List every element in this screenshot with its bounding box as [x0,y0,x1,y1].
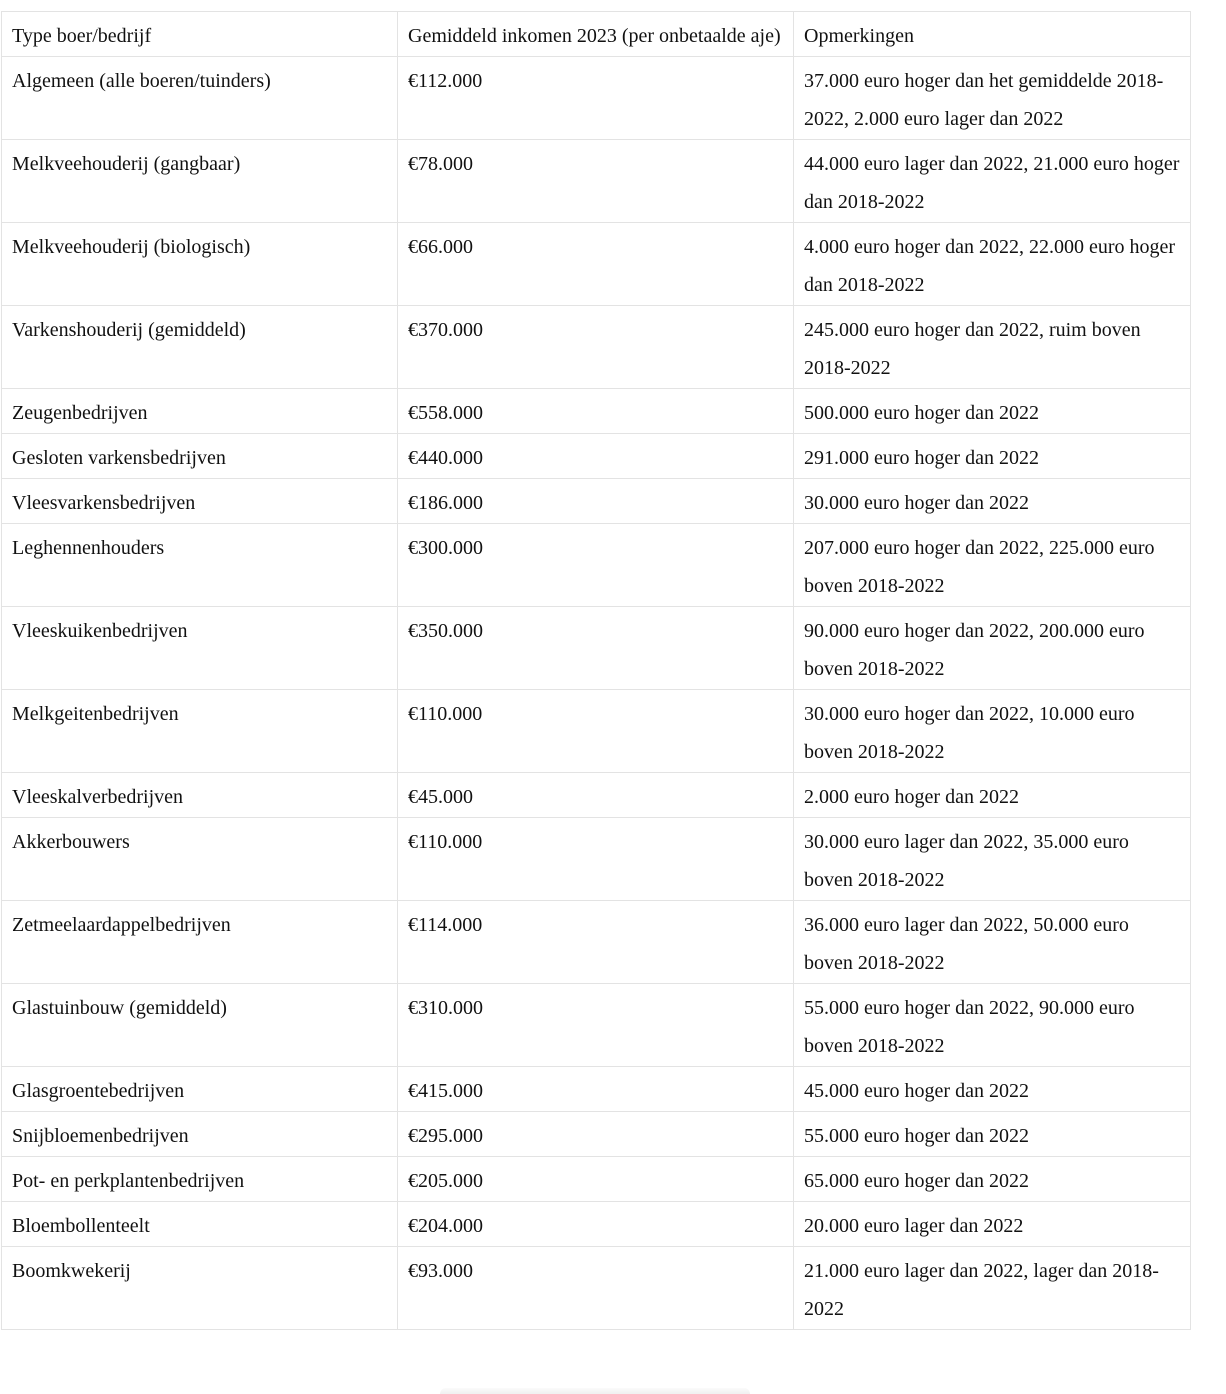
cell-income: €45.000 [398,773,794,818]
cell-remarks: 291.000 euro hoger dan 2022 [794,434,1191,479]
cell-income: €93.000 [398,1247,794,1330]
table-row [2,984,1191,1067]
cell-type: Pot- en perkplantenbedrijven [2,1157,398,1202]
bottom-edge-shadow [440,1388,750,1394]
cell-income: €112.000 [398,57,794,140]
table-row [2,1112,1191,1157]
cell-type: Melkveehouderij (gangbaar) [2,140,398,223]
cell-type: Glastuinbouw (gemiddeld) [2,984,398,1067]
cell-type: Zeugenbedrijven [2,389,398,434]
table-row [2,434,1191,479]
table-row [2,140,1191,223]
cell-remarks: 55.000 euro hoger dan 2022, 90.000 euro boven 2018-2022 [794,984,1191,1067]
cell-income: €110.000 [398,690,794,773]
cell-remarks: 44.000 euro lager dan 2022, 21.000 euro hoger dan 2018-2022 [794,140,1191,223]
cell-remarks: 2.000 euro hoger dan 2022 [794,773,1191,818]
cell-type: Zetmeelaardappelbedrijven [2,901,398,984]
cell-type: Melkveehouderij (biologisch) [2,223,398,306]
header-remarks: Opmerkingen [794,12,1191,57]
cell-type: Melkgeitenbedrijven [2,690,398,773]
table-row [2,690,1191,773]
cell-remarks: 21.000 euro lager dan 2022, lager dan 2018-2022 [794,1247,1191,1330]
cell-remarks: 500.000 euro hoger dan 2022 [794,389,1191,434]
table-row [2,306,1191,389]
table-row [2,773,1191,818]
income-table-body [2,12,1191,1330]
cell-income: €295.000 [398,1112,794,1157]
cell-remarks: 4.000 euro hoger dan 2022, 22.000 euro hoger dan 2018-2022 [794,223,1191,306]
cell-remarks: 90.000 euro hoger dan 2022, 200.000 euro boven 2018-2022 [794,607,1191,690]
table-row [2,479,1191,524]
cell-type: Algemeen (alle boeren/tuinders) [2,57,398,140]
cell-remarks: 30.000 euro hoger dan 2022 [794,479,1191,524]
cell-type: Boomkwekerij [2,1247,398,1330]
table-row [2,389,1191,434]
cell-remarks: 55.000 euro hoger dan 2022 [794,1112,1191,1157]
cell-remarks: 30.000 euro lager dan 2022, 35.000 euro boven 2018-2022 [794,818,1191,901]
cell-remarks: 65.000 euro hoger dan 2022 [794,1157,1191,1202]
cell-income: €110.000 [398,818,794,901]
cell-income: €78.000 [398,140,794,223]
header-type: Type boer/bedrijf [2,12,398,57]
table-row [2,57,1191,140]
cell-type: Varkenshouderij (gemiddeld) [2,306,398,389]
cell-income: €186.000 [398,479,794,524]
table-row [2,1067,1191,1112]
cell-income: €300.000 [398,524,794,607]
table-row [2,223,1191,306]
cell-income: €415.000 [398,1067,794,1112]
cell-type: Vleeskalverbedrijven [2,773,398,818]
header-income: Gemiddeld inkomen 2023 (per onbetaalde aje) [398,12,794,57]
cell-income: €66.000 [398,223,794,306]
cell-income: €310.000 [398,984,794,1067]
cell-income: €205.000 [398,1157,794,1202]
table-row [2,818,1191,901]
cell-type: Akkerbouwers [2,818,398,901]
cell-remarks: 45.000 euro hoger dan 2022 [794,1067,1191,1112]
table-row [2,1247,1191,1330]
cell-income: €558.000 [398,389,794,434]
cell-type: Glasgroentebedrijven [2,1067,398,1112]
cell-remarks: 207.000 euro hoger dan 2022, 225.000 euro boven 2018-2022 [794,524,1191,607]
cell-income: €114.000 [398,901,794,984]
income-table [1,11,1191,1330]
cell-type: Snijbloemenbedrijven [2,1112,398,1157]
table-row [2,901,1191,984]
table-row [2,607,1191,690]
cell-remarks: 245.000 euro hoger dan 2022, ruim boven 2018-2022 [794,306,1191,389]
table-row [2,1157,1191,1202]
cell-type: Bloembollenteelt [2,1202,398,1247]
cell-type: Leghennenhouders [2,524,398,607]
cell-remarks: 20.000 euro lager dan 2022 [794,1202,1191,1247]
table-row [2,1202,1191,1247]
cell-remarks: 36.000 euro lager dan 2022, 50.000 euro boven 2018-2022 [794,901,1191,984]
table-row [2,524,1191,607]
cell-remarks: 30.000 euro hoger dan 2022, 10.000 euro boven 2018-2022 [794,690,1191,773]
cell-type: Vleeskuikenbedrijven [2,607,398,690]
cell-type: Gesloten varkensbedrijven [2,434,398,479]
cell-remarks: 37.000 euro hoger dan het gemiddelde 2018-2022, 2.000 euro lager dan 2022 [794,57,1191,140]
cell-income: €440.000 [398,434,794,479]
cell-income: €350.000 [398,607,794,690]
table-header-row [2,12,1191,57]
cell-type: Vleesvarkensbedrijven [2,479,398,524]
cell-income: €370.000 [398,306,794,389]
cell-income: €204.000 [398,1202,794,1247]
